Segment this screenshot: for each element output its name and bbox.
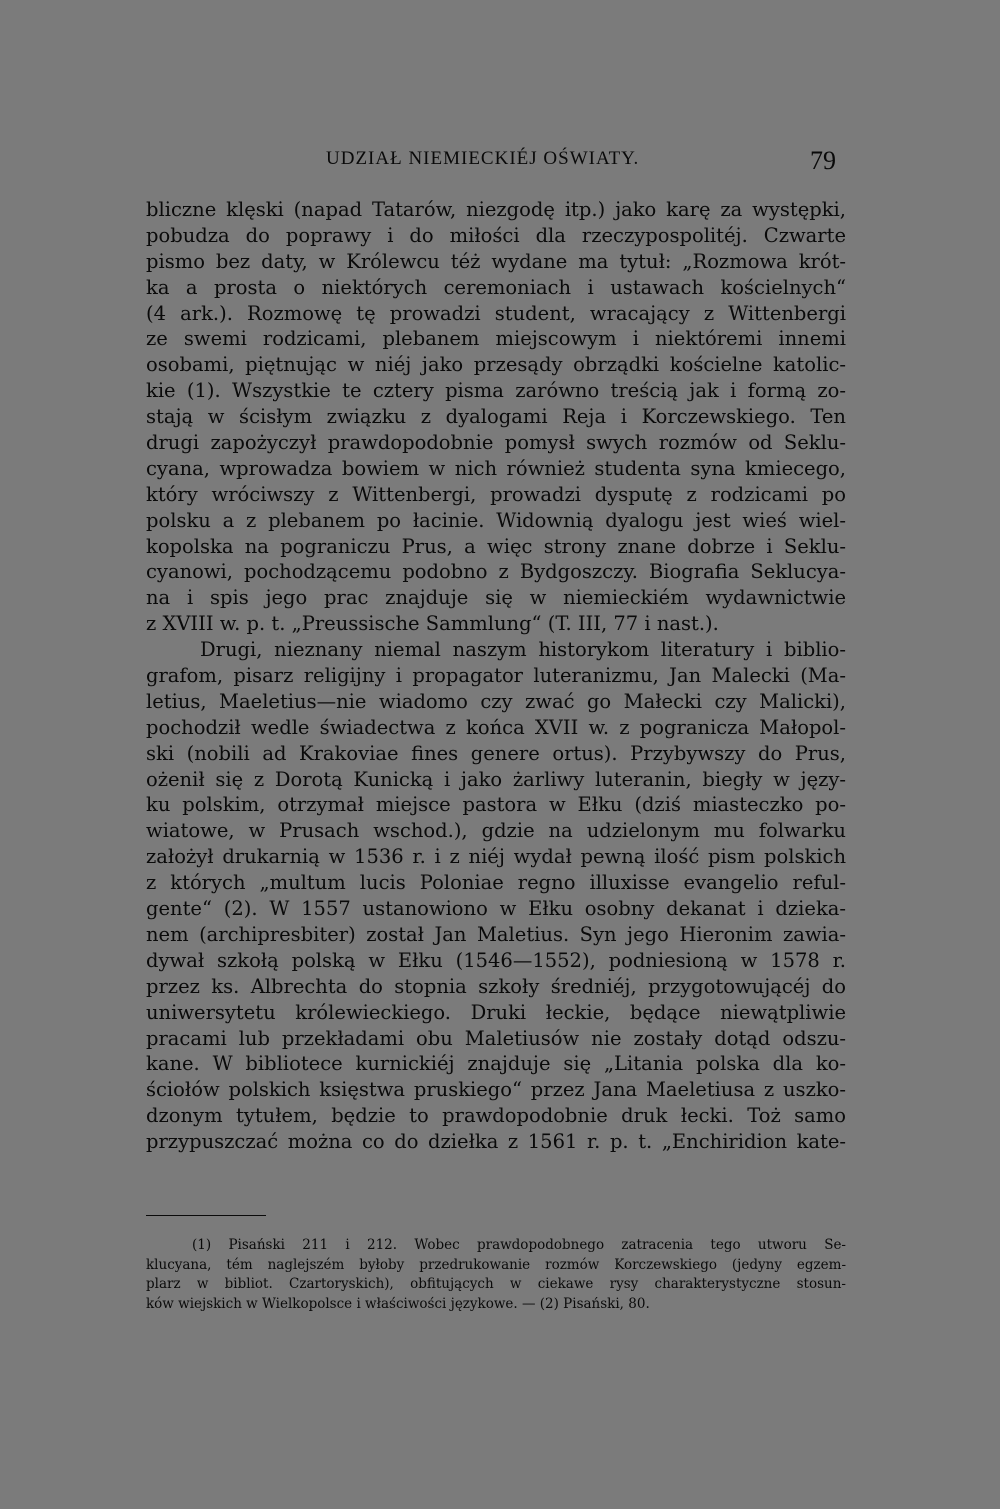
text-line: pochodził wedle świadectwa z końca XVII w. z pogranicza Małopol- [146,715,846,739]
running-title: UDZIAŁ NIEMIECKIÉJ OŚWIATY. [326,148,640,169]
text-line: grafom, pisarz religijny i propagator luteranizmu, Jan Malecki (Ma- [146,664,846,688]
text-line: nem (archipresbiter) został Jan Maletius. Syn jego Hieronim zawia- [146,922,846,946]
text-line: na i spis jego prac znajduje się w niemieckiém wydawnictwie [146,586,846,610]
footnote-divider [146,1215,266,1216]
text-line: wiatowe, w Prusach wschod.), gdzie na udzielonym mu folwarku [146,819,846,843]
text-line: uniwersytetu królewieckiego. Druki łeckie, będące niewątpliwie [146,1000,846,1024]
text-line: bliczne klęski (napad Tatarów, niezgodę itp.) jako karę za występki, [146,198,846,221]
text-line: ściołów polskich księstwa pruskiego“ przez Jana Maeletiusa z uszko- [146,1078,846,1102]
text-line: ku polskim, otrzymał miejsce pastora w Ełku (dziś miasteczko po- [146,793,846,817]
text-line: który wróciwszy z Wittenbergi, prowadzi dysputę z rodzicami po [146,482,846,506]
text-line: przez ks. Albrechta do stopnia szkoły średniéj, przygotowującéj do [146,974,846,998]
text-line: ka a prosta o niektórych ceremoniach i ustawach kościelnych“ [146,275,846,299]
text-line: polsku a z plebanem po łacinie. Widownią dyalogu jest wieś wiel- [146,508,846,532]
text-line: cyanowi, pochodzącemu podobno z Bydgoszczy. Biografia Seklucya- [146,560,846,584]
footnote-line: ków wiejskich w Wielkopolsce i właściwości językowe. — (2) Pisański, 80. [146,1295,650,1312]
text-line: ożenił się z Dorotą Kunicką i jako żarliwy luteranin, biegły w języ- [146,767,846,791]
page-header [0,142,1000,182]
text-line: drugi zapożyczył prawdopodobnie pomysł swych rozmów od Seklu- [146,431,846,455]
text-line: kopolska na pograniczu Prus, a więc strony znane dobrze i Seklu- [146,534,846,558]
text-line: dzonym tytułem, będzie to prawdopodobnie druk łecki. Toż samo [146,1104,846,1128]
text-line: kie (1). Wszystkie te cztery pisma zarówno treścią jak i formą zo- [146,379,846,403]
text-line: gente“ (2). W 1557 ustanowiono w Ełku osobny dekanat i dzieka- [146,897,846,921]
text-line: cyana, wprowadza bowiem w nich również studenta syna kmiecego, [146,456,846,480]
text-line: stają w ścisłym związku z dyalogami Reja i Korczewskiego. Ten [146,405,846,429]
text-line: kane. W bibliotece kurnickiéj znajduje się „Litania polska dla ko- [146,1052,846,1076]
footnotes [146,1236,846,1314]
text-line: pracami lub przekładami obu Maletiusów nie zostały dotąd odszu- [146,1026,846,1050]
text-line: pismo bez daty, w Królewcu téż wydane ma tytuł: „Rozmowa krót- [146,249,846,273]
text-line: (4 ark.). Rozmowę tę prowadzi student, wracający z Wittenbergi [146,301,846,325]
text-line: założył drukarnią w 1536 r. i z niéj wydał pewną ilość pism polskich [146,845,846,869]
text-line: z których „multum lucis Poloniae regno illuxisse evangelio reful- [146,871,846,895]
footnote-line: (1) Pisański 211 i 212. Wobec prawdopodobnego zatracenia tego utworu Se- [192,1237,846,1253]
body-text [146,197,846,1155]
text-line: z XVIII w. p. t. „Preussische Sammlung“ (T. III, 77 i nast.). [146,612,719,636]
footnote-line: plarz w bibliot. Czartoryskich), obfitujących w ciekawe rysy charakterystyczne stosun- [146,1276,846,1292]
footnote-line: klucyana, tém naglejszém byłoby przedrukowanie rozmów Korczewskiego (jedyny egzem- [146,1256,846,1273]
text-line: dywał szkołą polską w Ełku (1546—1552), podniesioną w 1578 r. [146,948,846,972]
page-number: 79 [810,146,836,175]
text-line: ski (nobili ad Krakoviae fines genere ortus). Przybywszy do Prus, [146,741,846,765]
text-line: osobami, piętnując w niéj jako przesądy obrządki kościelne katolic- [146,353,846,377]
text-line: pobudza do poprawy i do miłości dla rzeczypospolitéj. Czwarte [146,223,846,247]
text-line: przypuszczać można co do dziełka z 1561 r. p. t. „Enchiridion kate- [146,1130,846,1154]
text-line: ze swemi rodzicami, plebanem miejscowym i niektóremi innemi [146,327,846,351]
paragraph-first-line: Drugi, nieznany niemal naszym historykom literatury i biblio- [200,638,846,662]
text-line: letius, Maeletius—nie wiadomo czy zwać go Małecki czy Malicki), [146,689,846,713]
